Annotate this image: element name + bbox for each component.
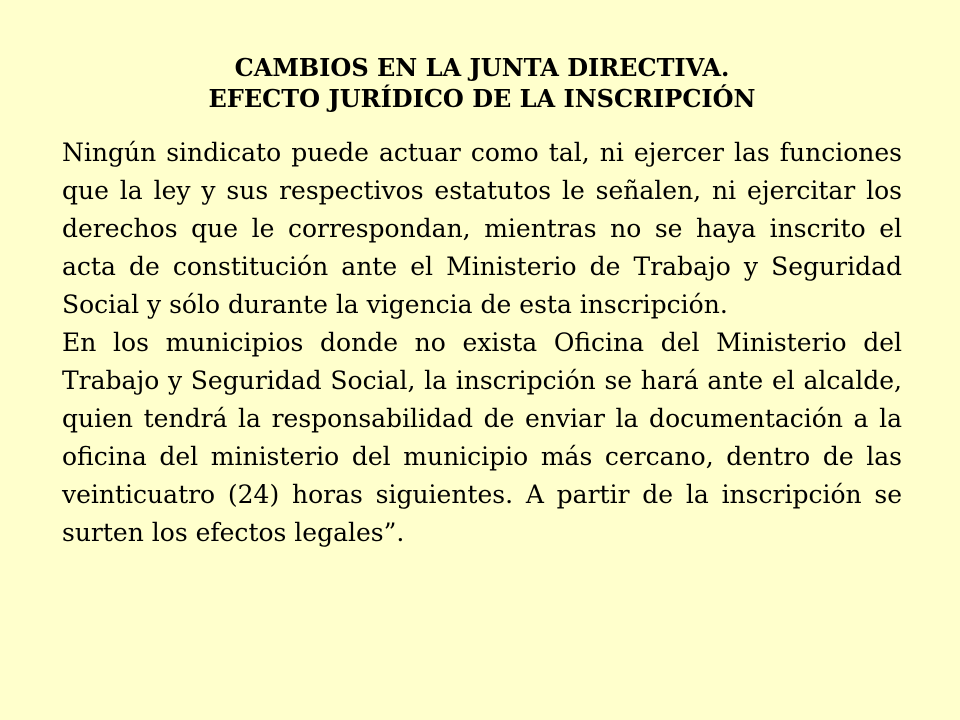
slide-body xyxy=(62,134,902,552)
paragraph-1: Ningún sindicato puede actuar como tal, ni ejercer las funciones que la ley y sus respectivos estatutos le señalen, ni ejercitar los derechos que le correspondan, mientras no se haya inscrito el acta de constitución ante el Ministerio de Trabajo y Seguridad Social y sólo durante la vigencia de esta inscripción. xyxy=(62,138,902,319)
slide-title xyxy=(62,52,902,114)
title-line-2: EFECTO JURÍDICO DE LA INSCRIPCIÓN xyxy=(208,84,756,113)
title-line-1: CAMBIOS EN LA JUNTA DIRECTIVA. xyxy=(234,53,730,82)
paragraph-2: En los municipios donde no exista Oficina del Ministerio del Trabajo y Seguridad Social, la inscripción se hará ante el alcalde, quien tendrá la responsabilidad de enviar la documentación a la oficina del ministerio del municipio más cercano, dentro de las veinticuatro (24) horas siguientes. A partir de la inscripción se surten los efectos legales”. xyxy=(62,328,902,547)
